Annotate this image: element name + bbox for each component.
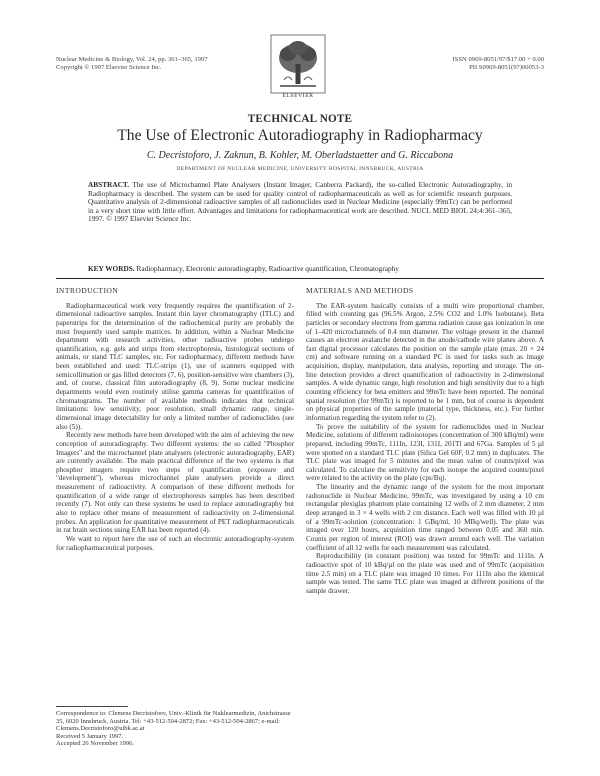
accepted-date: Accepted 26 November 1996. xyxy=(56,740,134,748)
journal-header-left xyxy=(56,56,276,72)
publisher-logo-label: ELSEVIER xyxy=(282,93,314,99)
correspondence-text: Correspondence to: Clemens Decristoforo, Univ.-Klinik für Nuklearmedizin, Anichstrasse 35, 6020 Innsbruck, Austria. Tel: +43-512-504-2872; Fax: +43-512-504-2867; e-mail: Clemens.Decristoforo@uibk.ac.at xyxy=(56,710,291,733)
methods-paragraph: The linearity and the dynamic range of the system for the most important radionuclide in Nuclear Medicine, 99mTc, was investigated by using a 10 cm rectangular plexiglas phantom plate containing 12 wells of 2 mm diameter, 2 mm deep arranged in 3 × 4 wells with 2 cm distance. Each well was filled with 10 µl of a 99mTc-solution (concentration: 1 GBq/ml, 10 MBq/well). The plate was imaged over 120 hours, acquisition time ranged between 0.05 and 360 min. Counts per region of interest (ROI) was drawn around each well. The variation coefficient of all 12 wells for each measurement was calculated. xyxy=(306,483,544,552)
intro-paragraph: We want to report here the use of such an electronic autoradiography-system for radiopharmaceutical purposes. xyxy=(56,534,294,552)
methods-paragraph: Reproducibility (in constant position) was tested for 99mTc and 111In. A radioactive spot of 10 kBq/µl on the plate was used and of 99mTc (acquisition time 2.5 min) on a TLC plate was imaged 10 times. For 111In also the identical sample was tested. The same TLC plate was imaged at different positions of the sample drawer. xyxy=(306,552,544,595)
intro-paragraph: Recently new methods have been developed with the aim of achieving the new conception of autoradiography. Two different systems: the so called "Phosphor Imagers" and the microchannel plate analysers (electronic autoradiography, EAR) are currently available. The main practical difference of the two systems is that phosphor imagers require two steps of quantification (exposure and "development"), whereas microchannel plate analysers provide a direct measurement of radioactivity. A comparison of these different methods for quantification of a wide range of electrophoresis samples has been described recently (7). Not only can these systems be used to replace autoradiography but also to replace other means of measurement of radioactivity on 2-dimensional probes. An application for quantitative measurement of PET radiopharmaceuticals in rat brain sections using EAR has been reported (4). xyxy=(56,431,294,535)
article-title: The Use of Electronic Autoradiography in Radiopharmacy xyxy=(117,127,483,144)
left-column xyxy=(56,284,294,552)
elsevier-tree-logo xyxy=(270,34,326,94)
abstract-text: The use of Microchannel Plate Analysers (Instant Imager, Canberra Packard), the so-called Electronic Autoradiography, in Radiopharmacy is described. The system can be used for quality control of radiopharmaceuticals as well as for scientific research purposes. Quantitative analysis of 2-dimensional radioactive samples of all radionuclides used in Nuclear Medicine (especially 99mTc) can be performed in a very short time with little effort. Advantages and limitations for radiopharmaceutical work are described. NUCL MED BIOL 24;4:361–365, 1997. © 1997 Elsevier Science Inc. xyxy=(88,180,512,224)
materials-methods-heading: MATERIALS AND METHODS xyxy=(306,286,414,295)
correspondence-note xyxy=(56,710,294,748)
affiliation: DEPARTMENT OF NUCLEAR MEDICINE, UNIVERSITY HOSPITAL INNSBRUCK, AUSTRIA xyxy=(176,166,424,172)
abstract-label: ABSTRACT. xyxy=(88,180,130,189)
introduction-heading: INTRODUCTION xyxy=(56,286,119,295)
abstract xyxy=(88,181,512,224)
keywords xyxy=(88,265,512,274)
issn-line: ISSN 0969-8051/97/$17.00 + 0.00 xyxy=(452,56,544,63)
methods-paragraph: The EAR-system basically consists of a multi wire proportional chamber, filled with counting gas (96.5% Argon, 2.5% CO2 and 1.0% Isobutane). Beta particles or secondary electrons from gamma radiation cause gas ionization in one of 1–420 microchannels of 0.4 mm diameter. The voltage present in the channel causes an electron avalanche detected in the anode/cathode wire planes above. A fast digital processor calculates the position on the sample plate (max. 20 × 24 cm) and software running on a standard PC is used for tasks such as image acquisition, display, manipulation, data analysis, reporting and storage. The on-line detection provides a direct quantification of radioactivity in 2-dimensional samples. A wide dynamic range, high resolution and high sensitivity due to a high counting efficiency for beta emitters and 99mTc have been reported. The nominal spatial resolution (for 99mTc) is reported to be 1 mm, but of course is dependent on physical properties of the sample (material type, thickness, etc.). For further information regarding the system refer to (2). xyxy=(306,301,544,422)
section-type: TECHNICAL NOTE xyxy=(247,113,353,125)
footnote-divider xyxy=(56,706,128,707)
keywords-label: KEY WORDS. xyxy=(88,264,135,273)
intro-paragraph: Radiopharmaceutical work very frequently requires the quantification of 2-dimensional radioactive samples. Instant thin layer chromatography (ITLC) and paperstrips for the determination of the radiochemical purity are probably the most frequently used sample matrices. In addition, within a Nuclear Medicine department with research activities, other radioactive probes undergo quantification, e.g. gels and strips from electrophoresis, histological sections of animals, or stand TLC samples, etc. For radiopharmacy, different methods have been established and used: TLC-strips (1), use of scanners equipped with semicollimation or gas filled detectors (7, 6), position-sensitive wire chambers (3), and, of course, classical film autoradiography (8, 9). Some nuclear medicine departments would even routinely utilise gamma cameras for quantification of chromatograms. The number of available methods indicates that technical limitations: low sensitivity, poor resolution, small dynamic range, single-dimensional image detectability for only a limited number of radionuclides (see also (5)). xyxy=(56,301,294,431)
right-column xyxy=(306,284,544,595)
methods-paragraph: To prove the suitability of the system for radionuclides used in Nuclear Medicine, solutions of different radioisotopes (concentration of 300 kBq/ml) were prepared, including 99mTc, 111In, 123I, 131I, 201Tl and 67Ga. Samples of 5 µl were spotted on a standard TLC plate (Silica Gel 60F, 0.2 mm) in duplicates. The TLC plate was imaged for 5 minutes and the mean value of counts/pixel was calculated. To calculate the sensitivity for each isotope the acquired counts/pixel were related to the activity on the plate (cps/Bq). xyxy=(306,422,544,483)
header-divider xyxy=(56,278,544,279)
author-list: C. Decristoforo, J. Zaknun, B. Kohler, M. Oberladstaetter and G. Riccabona xyxy=(146,150,454,161)
journal-citation: Nuclear Medicine & Biology, Vol. 24, pp. 361–365, 1997 xyxy=(56,56,208,63)
journal-header-right xyxy=(364,56,544,72)
keywords-text: Radiopharmacy, Electronic autoradiography, Radioactive quantification, Chromatography xyxy=(136,264,399,273)
received-date: Received 5 January 1997. xyxy=(56,732,124,740)
pii-line: PII S0969-8051(97)00053-3 xyxy=(469,64,544,72)
copyright-line: Copyright © 1997 Elsevier Science Inc. xyxy=(56,64,162,72)
